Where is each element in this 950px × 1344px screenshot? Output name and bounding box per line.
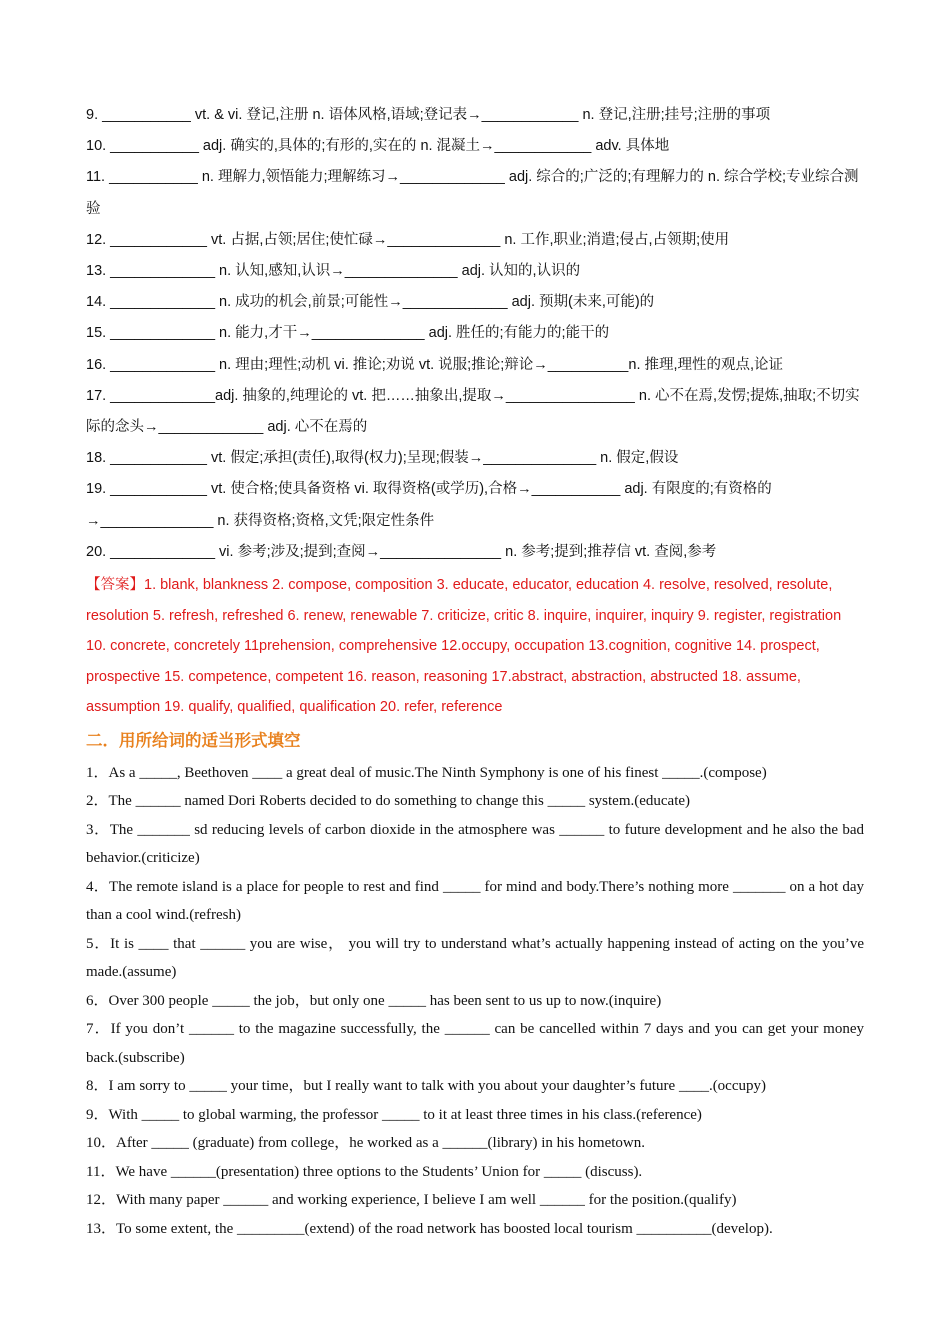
vocab-item: 16. _____________ n. 理由;理性;动机 vi. 推论;劝说 vt. 说服;推论;辩论→__________n. 推理,理性的观点,论证 [86, 356, 784, 373]
vocab-item: 18. ____________ vt. 假定;承担(责任),取得(权力);呈现;假装→______________ n. 假定,假设 [86, 450, 679, 467]
vocab-item: 12. ____________ vt. 占据,占领;居住;使忙碌→______________ n. 工作,职业;消遣;侵占,占领期;使用 [86, 231, 730, 248]
vocabulary-list [86, 100, 864, 568]
vocab-item: 14. _____________ n. 成功的机会,前景;可能性→_____________ adj. 预期(未来,可能)的 [86, 294, 655, 311]
exercise-item: 10．After _____ (graduate) from college，he worked as a ______(library) in his hometown. [86, 1135, 646, 1152]
exercise-item: 13．To some extent, the _________(extend) of the road network has boosted local tourism __________(develop). [86, 1220, 773, 1237]
vocab-item: 13. _____________ n. 认知,感知,认识→______________ adj. 认知的,认识的 [86, 263, 581, 280]
vocab-item: 19. ____________ vt. 使合格;使具备资格 vi. 取得资格(或学历),合格→___________ adj. 有限度的;有资格的→______________ n. 获得资格;资格,文凭;限定性条件 [86, 481, 772, 529]
exercise-item: 6．Over 300 people _____ the job，but only one _____ has been sent to us up to now.(inquire) [86, 992, 662, 1009]
exercise-item: 3．The _______ sd reducing levels of carbon dioxide in the atmosphere was ______ to future development and he also the bad behavior.(criticize) [86, 821, 864, 867]
document-page [86, 100, 864, 1243]
vocab-item: 20. _____________ vi. 参考;涉及;提到;查阅→_______________ n. 参考;提到;推荐信 vt. 查阅,参考 [86, 543, 717, 560]
vocab-item: 17. _____________adj. 抽象的,纯理论的 vt. 把……抽象出,提取→________________ n. 心不在焉,发愣;提炼,抽取;不切实际的念头→_____________ adj. 心不在焉的 [86, 387, 860, 436]
answer-block [86, 570, 864, 723]
exercise-item: 11．We have ______(presentation) three options to the Students’ Union for _____ (discuss). [86, 1163, 643, 1180]
vocab-item: 11. ___________ n. 理解力,领悟能力;理解练习→_____________ adj. 综合的;广泛的;有理解力的 n. 综合学校;专业综合测验 [86, 169, 859, 217]
vocab-item: 9. ___________ vt. & vi. 登记,注册 n. 语体风格,语域;登记表→____________ n. 登记,注册;挂号;注册的事项 [86, 107, 771, 123]
exercise-item: 4．The remote island is a place for people to rest and find _____ for mind and body.There’s nothing more _______ on a hot day than a cool wind.(refresh) [86, 878, 864, 924]
vocab-item: 15. _____________ n. 能力,才干→______________ adj. 胜任的;有能力的;能干的 [86, 325, 610, 342]
answer-tag: 【答案】 [86, 577, 144, 594]
exercise-item: 7．If you don’t ______ to the magazine successfully, the ______ can be cancelled within 7 days and you can get your money back.(subscribe) [86, 1021, 864, 1066]
exercise-item: 8．I am sorry to _____ your time，but I really want to talk with you about your daughter’s future ____.(occupy) [86, 1078, 766, 1095]
exercise-item: 5．It is ____ that ______ you are wise， you will try to understand what’s actually happening instead of acting on the you’ve made.(assume) [86, 935, 864, 981]
exercise-item: 1．As a _____, Beethoven ____ a great deal of music.The Ninth Symphony is one of his finest _____.(compose) [86, 764, 767, 781]
answer-text: 1. blank, blankness 2. compose, composition 3. educate, educator, education 4. resolve, resolved, resolute, resolution 5. refresh, refreshed 6. renew, renewable 7. criticize, critic 8. inquire, inquirer, inquiry 9. register, registration 10. concrete, concretely 11prehension, comprehensive 12.occupy, occupation 13.cognition, cognitive 14. prospect, prospective 15. competence, competent 16. reason, reasoning 17.abstract, abstraction, abstructed 18. assume, assumption 19. qualify, qualified, qualification 20. refer, reference [86, 577, 842, 716]
exercise-item: 9．With _____ to global warming, the professor _____ to it at least three times in his class.(reference) [86, 1106, 702, 1123]
exercise-item: 12．With many paper ______ and working experience, I believe I am well ______ for the position.(qualify) [86, 1192, 737, 1209]
section-title: 二．用所给词的适当形式填空 [86, 730, 301, 750]
vocab-item: 10. ___________ adj. 确实的,具体的;有形的,实在的 n. 混凝土→____________ adv. 具体地 [86, 138, 670, 155]
exercise-item: 2．The ______ named Dori Roberts decided to do something to change this _____ system.(educate) [86, 793, 691, 810]
exercise-list [86, 759, 864, 1244]
